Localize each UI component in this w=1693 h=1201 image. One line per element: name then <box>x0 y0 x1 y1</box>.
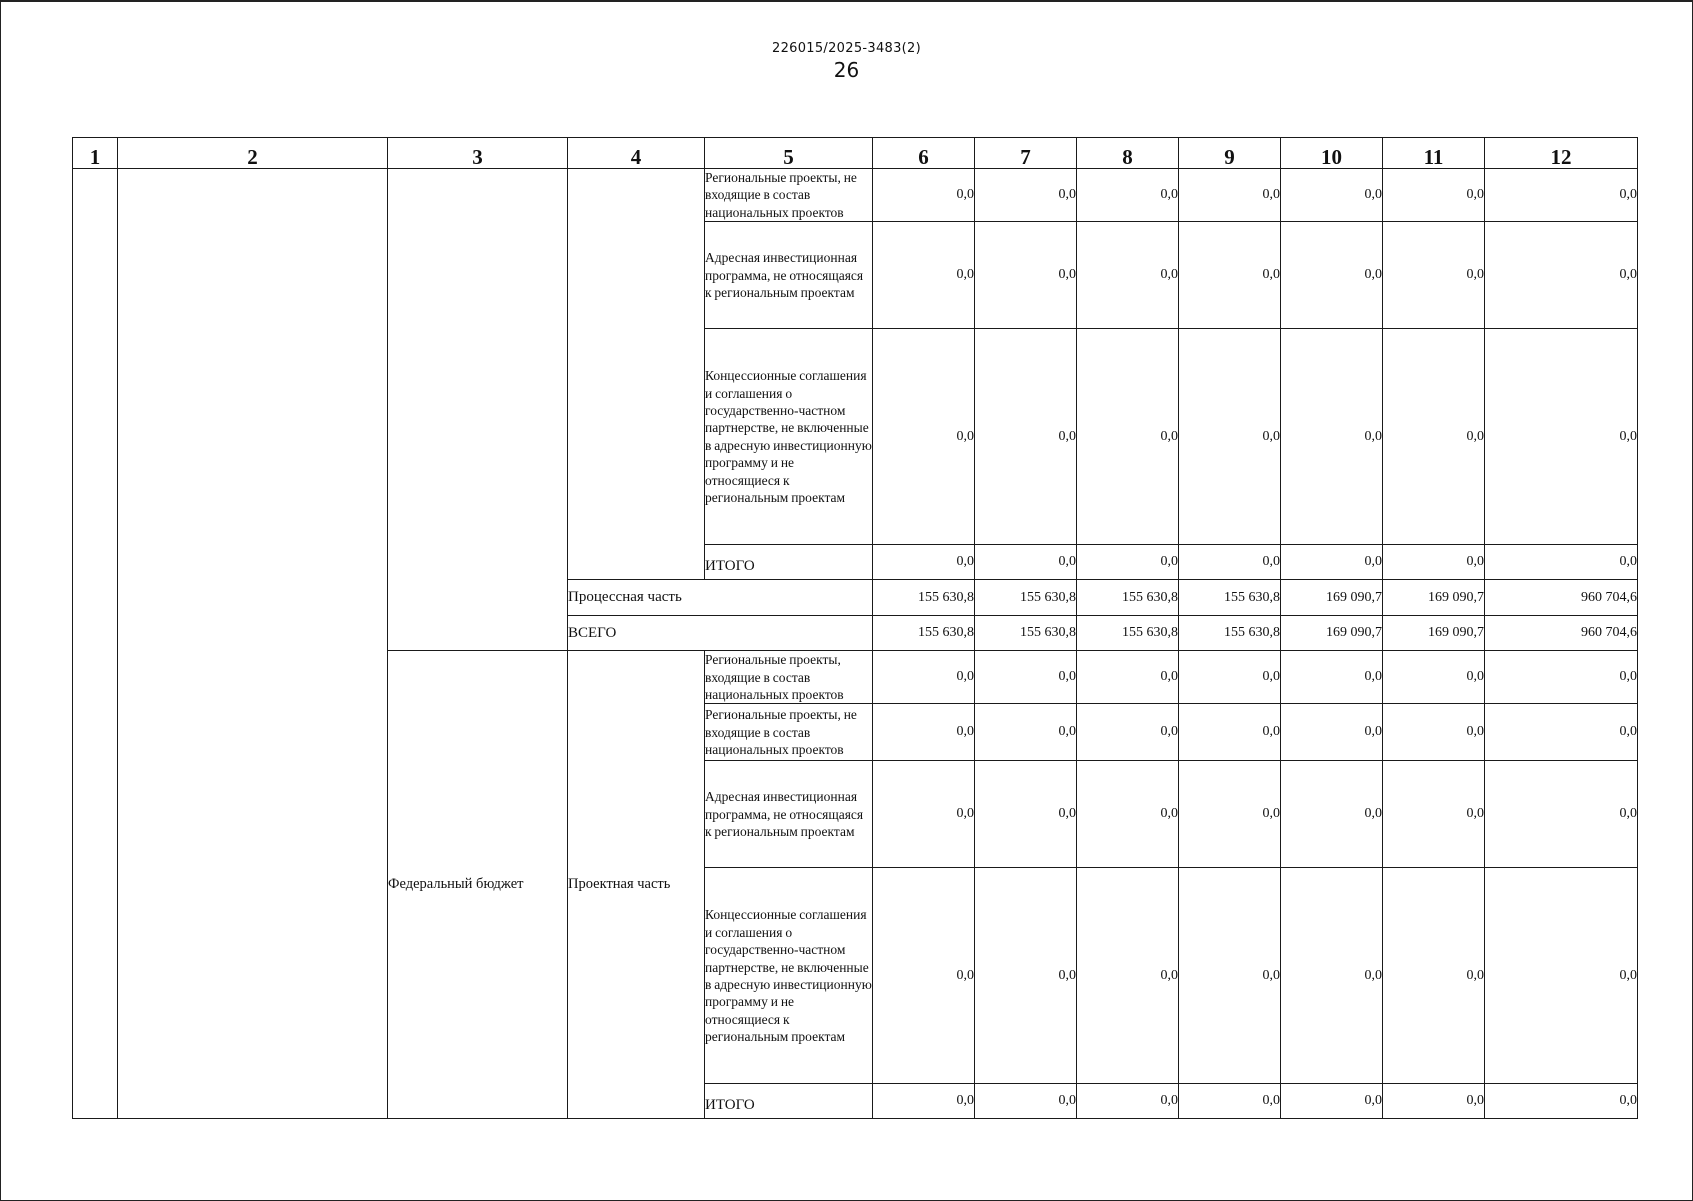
value-cell: 0,0 <box>1485 169 1638 222</box>
row-label: Концессионные соглашения и соглашения о государственно-частном партнерстве, не включенные в адресную инвестиционную программу и не относящиеся к региональным проектам <box>705 868 873 1084</box>
value-cell: 155 630,8 <box>1077 580 1179 616</box>
value-cell: 0,0 <box>1179 761 1281 868</box>
value-cell: 0,0 <box>1485 222 1638 329</box>
value-cell: 960 704,6 <box>1485 580 1638 616</box>
value-cell: 0,0 <box>1281 704 1383 761</box>
itogo-label: ИТОГО <box>705 557 755 574</box>
value-cell: 0,0 <box>1077 651 1179 704</box>
row-label: Адресная инвестиционная программа, не относящаяся к региональным проектам <box>705 222 873 329</box>
value-cell: 0,0 <box>1179 868 1281 1084</box>
value-cell: 0,0 <box>1281 329 1383 545</box>
vsego-label: ВСЕГО <box>568 616 873 651</box>
column-header: 6 <box>873 138 975 169</box>
value-cell: 155 630,8 <box>975 580 1077 616</box>
value-cell: 0,0 <box>975 761 1077 868</box>
process-part-label: Процессная часть <box>568 580 873 616</box>
value-cell: 0,0 <box>1077 222 1179 329</box>
value-cell: 0,0 <box>1383 169 1485 222</box>
value-cell: 0,0 <box>1485 545 1638 580</box>
column-header: 5 <box>705 138 873 169</box>
value-cell: 0,0 <box>1281 169 1383 222</box>
value-cell: 0,0 <box>873 651 975 704</box>
value-cell: 0,0 <box>1383 868 1485 1084</box>
value-cell: 0,0 <box>873 222 975 329</box>
value-cell: 0,0 <box>1077 704 1179 761</box>
column-header: 1 <box>73 138 118 169</box>
value-cell: 0,0 <box>1383 704 1485 761</box>
value-cell: 0,0 <box>975 651 1077 704</box>
column-header: 11 <box>1383 138 1485 169</box>
value-cell: 0,0 <box>1383 222 1485 329</box>
row-label: Региональные проекты, входящие в состав национальных проектов <box>705 651 873 704</box>
value-cell: 0,0 <box>1281 1084 1383 1119</box>
value-cell: 0,0 <box>1077 545 1179 580</box>
value-cell: 0,0 <box>873 761 975 868</box>
federal-budget-label: Федеральный бюджет <box>388 651 568 1119</box>
value-cell: 0,0 <box>1179 222 1281 329</box>
value-cell: 0,0 <box>1179 329 1281 545</box>
row-label: Адресная инвестиционная программа, не относящаяся к региональным проектам <box>705 761 873 868</box>
column-header: 8 <box>1077 138 1179 169</box>
value-cell: 169 090,7 <box>1281 580 1383 616</box>
row-label: Региональные проекты, не входящие в состав национальных проектов <box>705 169 873 222</box>
value-cell: 0,0 <box>1077 1084 1179 1119</box>
value-cell: 169 090,7 <box>1383 580 1485 616</box>
value-cell: 155 630,8 <box>873 580 975 616</box>
value-cell: 0,0 <box>1383 545 1485 580</box>
value-cell: 0,0 <box>1485 704 1638 761</box>
column-header: 7 <box>975 138 1077 169</box>
column-header: 2 <box>118 138 388 169</box>
value-cell: 0,0 <box>1281 651 1383 704</box>
value-cell: 155 630,8 <box>1077 616 1179 651</box>
value-cell: 169 090,7 <box>1383 616 1485 651</box>
value-cell: 0,0 <box>1485 761 1638 868</box>
value-cell: 960 704,6 <box>1485 616 1638 651</box>
value-cell: 0,0 <box>1077 329 1179 545</box>
value-cell: 155 630,8 <box>1179 616 1281 651</box>
value-cell: 0,0 <box>873 329 975 545</box>
value-cell: 0,0 <box>1179 169 1281 222</box>
value-cell: 0,0 <box>1281 222 1383 329</box>
value-cell: 0,0 <box>873 169 975 222</box>
column-header: 12 <box>1485 138 1638 169</box>
value-cell: 155 630,8 <box>975 616 1077 651</box>
value-cell: 0,0 <box>975 222 1077 329</box>
value-cell: 0,0 <box>975 868 1077 1084</box>
value-cell: 0,0 <box>873 868 975 1084</box>
page-number: 26 <box>833 58 860 82</box>
value-cell: 0,0 <box>1485 1084 1638 1119</box>
column-1-cell <box>73 169 118 1119</box>
row-label: Региональные проекты, не входящие в состав национальных проектов <box>705 704 873 761</box>
value-cell: 0,0 <box>1179 651 1281 704</box>
column-3-cell <box>388 169 568 651</box>
value-cell: 0,0 <box>975 704 1077 761</box>
value-cell: 169 090,7 <box>1281 616 1383 651</box>
column-2-cell <box>118 169 388 1119</box>
value-cell: 0,0 <box>1485 868 1638 1084</box>
value-cell: 0,0 <box>1485 329 1638 545</box>
project-part-label: Проектная часть <box>568 651 705 1119</box>
value-cell: 0,0 <box>1077 868 1179 1084</box>
row-label: Концессионные соглашения и соглашения о государственно-частном партнерстве, не включенные в адресную инвестиционную программу и не относящиеся к региональным проектам <box>705 329 873 545</box>
row-label-total <box>705 545 873 580</box>
table-row <box>73 169 1638 222</box>
value-cell: 0,0 <box>975 1084 1077 1119</box>
value-cell: 0,0 <box>1077 761 1179 868</box>
value-cell: 0,0 <box>1179 545 1281 580</box>
value-cell: 155 630,8 <box>873 616 975 651</box>
value-cell: 0,0 <box>1281 545 1383 580</box>
value-cell: 0,0 <box>1281 761 1383 868</box>
value-cell: 0,0 <box>873 545 975 580</box>
value-cell: 0,0 <box>1383 761 1485 868</box>
column-header: 3 <box>388 138 568 169</box>
itogo-label: ИТОГО <box>705 1096 755 1113</box>
header-row <box>73 138 1638 169</box>
value-cell: 155 630,8 <box>1179 580 1281 616</box>
value-cell: 0,0 <box>1077 169 1179 222</box>
value-cell: 0,0 <box>975 169 1077 222</box>
value-cell: 0,0 <box>1383 651 1485 704</box>
row-label-total <box>705 1084 873 1119</box>
value-cell: 0,0 <box>1281 868 1383 1084</box>
value-cell: 0,0 <box>1383 329 1485 545</box>
value-cell: 0,0 <box>1485 651 1638 704</box>
value-cell: 0,0 <box>975 329 1077 545</box>
value-cell: 0,0 <box>1179 1084 1281 1119</box>
budget-table <box>72 137 1638 1119</box>
value-cell: 0,0 <box>1383 1084 1485 1119</box>
document-id: 226015/2025-3483(2) <box>772 41 921 56</box>
value-cell: 0,0 <box>873 704 975 761</box>
value-cell: 0,0 <box>1179 704 1281 761</box>
value-cell: 0,0 <box>873 1084 975 1119</box>
column-header: 10 <box>1281 138 1383 169</box>
column-4-cell <box>568 169 705 580</box>
column-header: 4 <box>568 138 705 169</box>
column-header: 9 <box>1179 138 1281 169</box>
value-cell: 0,0 <box>975 545 1077 580</box>
